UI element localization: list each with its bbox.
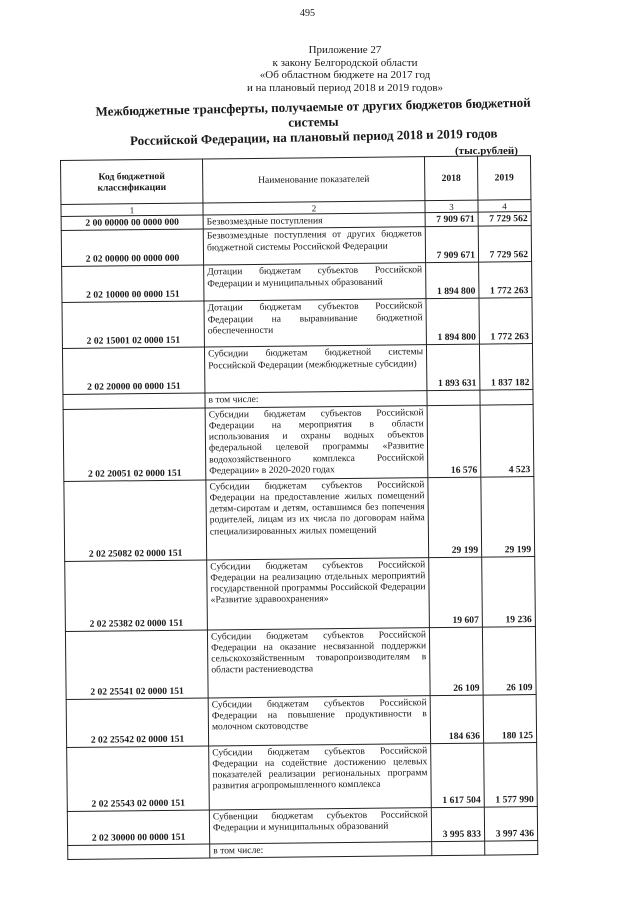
- row-value-2018: [432, 841, 485, 856]
- row-value-2019: 1 577 990: [484, 742, 538, 807]
- table-row: [64, 476, 535, 561]
- document-title: [88, 95, 539, 149]
- page-number: 495: [300, 8, 315, 19]
- appendix-header: [230, 44, 460, 94]
- row-name: Субсидии бюджетам бюджетной системы Российской Федерации (межбюджетные субсидии): [204, 345, 426, 393]
- row-value-2019: 180 125: [483, 694, 536, 743]
- row-value-2018: 7 909 671: [425, 226, 478, 263]
- table-row: [65, 556, 536, 631]
- header-code: Код бюджетной классификации: [61, 159, 203, 204]
- row-value-2018: 26 109: [429, 627, 483, 696]
- appendix-line: Приложение 27: [308, 44, 382, 56]
- table-row: [63, 404, 534, 481]
- row-value-2018: 7 909 671: [425, 212, 478, 227]
- header-name: Наименование показателей: [202, 157, 424, 203]
- table-row: [62, 344, 532, 395]
- table-row: [66, 694, 536, 747]
- row-value-2019: 4 523: [480, 404, 534, 477]
- header-2019: 2019: [477, 156, 530, 201]
- row-code: 2 02 20000 00 0000 151: [62, 347, 204, 394]
- row-value-2019: 3 997 436: [484, 806, 537, 841]
- row-value-2019: 7 729 562: [478, 226, 531, 263]
- title-line: Российской Федерации, на плановый период 2018 и 2019 годов: [129, 125, 498, 149]
- row-value-2019: 29 199: [481, 476, 535, 557]
- row-value-2018: 1 894 800: [426, 298, 479, 345]
- appendix-line: и на плановый период 2018 и 2019 годов»: [246, 81, 444, 94]
- row-name: в том числе:: [205, 391, 427, 408]
- col-number: 3: [425, 200, 478, 213]
- row-name: Безвозмездные поступления: [203, 213, 425, 230]
- row-name: Безвозмездные поступления от других бюджетов бюджетной системы Российской Федерации: [203, 227, 425, 265]
- row-code: 2 02 25382 02 0000 151: [65, 560, 208, 631]
- table-body: [61, 212, 538, 860]
- row-value-2018: 29 199: [428, 477, 482, 558]
- row-value-2019: 1 837 182: [479, 344, 532, 391]
- row-name: Дотации бюджетам субъектов Российской Федерации и муниципальных образований: [204, 263, 426, 301]
- row-value-2019: 1 772 263: [479, 262, 532, 299]
- row-code: 2 00 00000 00 0000 000: [61, 215, 203, 231]
- row-value-2019: 1 772 263: [479, 298, 532, 345]
- row-code: 2 02 00000 00 0000 000: [61, 229, 203, 266]
- row-code: 2 02 25542 02 0000 151: [66, 698, 208, 747]
- row-value-2019: 26 109: [482, 626, 536, 695]
- row-value-2019: 7 729 562: [478, 212, 531, 227]
- row-value-2018: 19 607: [429, 557, 483, 628]
- row-code: 2 02 25541 02 0000 151: [65, 630, 208, 699]
- table-row: [65, 626, 536, 699]
- row-value-2018: 1 893 631: [426, 344, 479, 391]
- row-code: [63, 393, 205, 409]
- transfers-table: [60, 155, 538, 860]
- row-name: Субсидии бюджетам субъектов Российской Федерации на содействие достижению целевых показателей реализации региональных программ развития агропромышленного комплекса: [209, 743, 432, 809]
- row-name: Субвенции бюджетам субъектов Российской Федерации и муниципальных образований: [209, 807, 431, 843]
- row-value-2018: 1 894 800: [426, 262, 479, 299]
- row-value-2018: 1 617 504: [431, 743, 485, 808]
- col-number: 4: [478, 200, 531, 213]
- row-name: Субсидии бюджетам субъектов Российской Федерации на мероприятия в области использования и охраны водных объектов федеральной целевой программы «Развитие водохозяйственного комплекса Российской Федерации» в 2020-2020 годах: [205, 405, 428, 479]
- appendix-line: «Об областном бюджете на 2017 год: [259, 69, 431, 81]
- table-row: [62, 298, 532, 349]
- row-value-2018: [427, 390, 480, 405]
- transfers-table-wrapper: [60, 155, 537, 860]
- appendix-line: к закону Белгородской области: [272, 56, 418, 69]
- table-row: [61, 226, 531, 267]
- row-code: 2 02 10000 00 0000 151: [62, 265, 204, 302]
- row-code: 2 02 20051 02 0000 151: [63, 408, 206, 481]
- row-code: [68, 844, 210, 860]
- row-name: Субсидии бюджетам субъектов Российской Федерации на повышение продуктивности в молочном скотоводстве: [208, 695, 430, 745]
- table-row: [67, 742, 538, 811]
- row-value-2019: 19 236: [482, 556, 536, 627]
- col-number: 2: [203, 201, 425, 215]
- row-value-2018: 3 995 833: [431, 807, 484, 842]
- row-name: Дотации бюджетам субъектов Российской Федерации на выравнивание бюджетной обеспеченности: [204, 299, 426, 347]
- row-code: 2 02 25082 02 0000 151: [64, 480, 207, 561]
- table-row: [67, 806, 537, 845]
- row-value-2018: 184 636: [430, 695, 483, 744]
- row-value-2019: [480, 390, 533, 405]
- row-name: Субсидии бюджетам субъектов Российской Федерации на предоставление жилых помещений детям-сиротам и детям, оставшимся без попечения родителей, лицам из их числа по договорам найма специализированных жилых помещений: [206, 477, 429, 559]
- row-code: 2 02 15001 02 0000 151: [62, 301, 204, 348]
- row-code: 2 02 30000 00 0000 151: [67, 810, 209, 845]
- row-name: в том числе:: [210, 841, 432, 858]
- col-number: 1: [61, 203, 203, 216]
- row-name: Субсидии бюджетам субъектов Российской Федерации на реализацию отдельных мероприятий государственной программы Российской Федерации «Развитие здравоохранения»: [207, 557, 430, 629]
- title-line: Межбюджетные трансферты, получаемые от других бюджетов бюджетной системы: [95, 94, 531, 130]
- row-code: 2 02 25543 02 0000 151: [67, 746, 210, 811]
- units-label: (тыс.рублей): [455, 145, 518, 157]
- table-row: [62, 262, 532, 303]
- header-2018: 2018: [424, 156, 477, 201]
- row-name: Субсидии бюджетам субъектов Российской Федерации на оказание несвязанной поддержки сельскохозяйственным товаропроизводителям в области растениеводства: [207, 627, 430, 697]
- row-value-2019: [485, 840, 538, 855]
- row-value-2018: 16 576: [427, 405, 481, 478]
